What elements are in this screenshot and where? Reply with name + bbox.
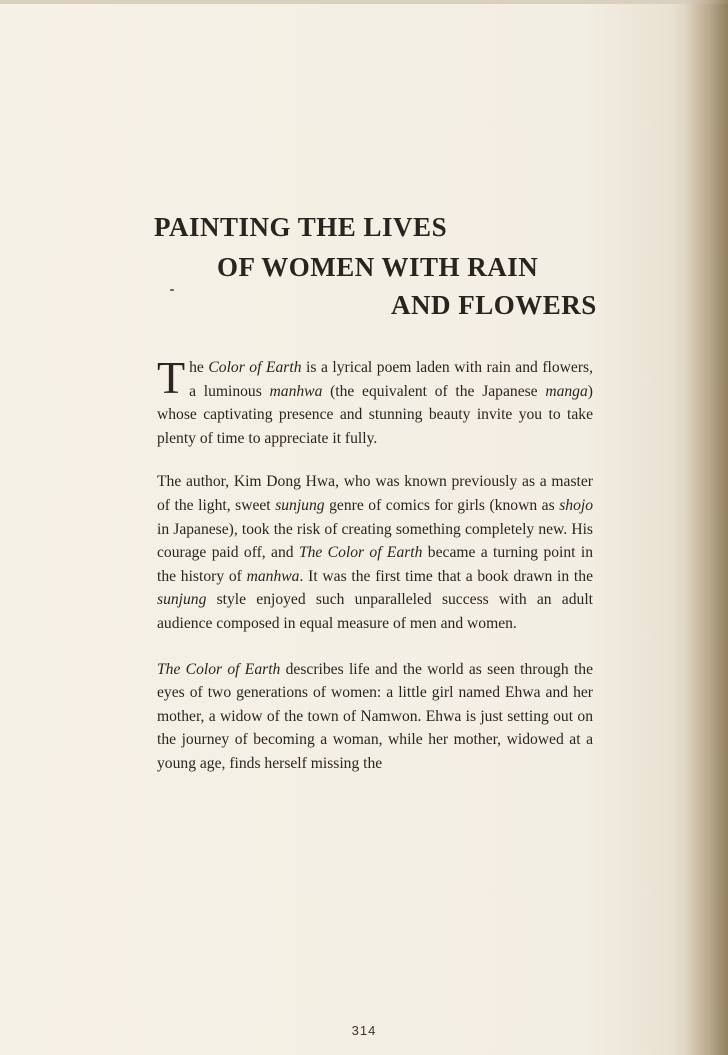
- term-sunjung: sunjung: [275, 496, 325, 514]
- ink-speck: [170, 289, 174, 291]
- term-sunjung: sunjung: [157, 591, 207, 609]
- term-manhwa: manhwa: [269, 382, 323, 400]
- paragraph-2-text: style enjoyed such unparalleled success with an adult audience composed in equal measure of men and women.: [157, 591, 593, 632]
- paragraph-2-text: in Japanese), took the risk of creating something completely new. His courage paid off, and: [157, 520, 593, 562]
- paragraph-2-text: The author, Kim Dong Hwa, who was known previously as a master of the light, sweet: [157, 473, 593, 514]
- term-manhwa: manhwa: [246, 567, 300, 585]
- paragraph-2-text: genre of comics for girls (known as: [324, 496, 560, 514]
- body-text: [157, 352, 594, 798]
- term-shojo: shojo: [559, 496, 593, 514]
- paragraph-3: [157, 658, 593, 776]
- paragraph-2: [157, 470, 593, 635]
- paragraph-1-text: ) whose captivating presence and stunning beauty invite you to take plenty of time to appreciate it fully.: [157, 382, 593, 447]
- chapter-title: [0, 0, 728, 330]
- book-title: The Color of Earth: [157, 660, 281, 678]
- book-title: Color of Earth: [208, 359, 302, 376]
- title-line-2: OF WOMEN WITH RAIN: [217, 252, 539, 282]
- paragraph-2-text: . It was the first time that a book drawn in the: [299, 567, 593, 585]
- paragraph-1-text: is a lyrical poem laden with rain and flowers, a luminous: [189, 359, 594, 400]
- paragraph-1: [157, 352, 594, 450]
- page-number: 314: [351, 1023, 377, 1038]
- term-manga: manga: [545, 382, 588, 400]
- title-line-3: AND FLOWERS: [391, 290, 597, 320]
- paragraph-1-text: (the equivalent of the Japanese: [322, 382, 546, 400]
- book-title: The Color of Earth: [298, 544, 423, 562]
- drop-cap: T: [157, 352, 186, 403]
- paragraph-2-text: became a turning point in the history of: [157, 544, 593, 585]
- paragraph-1-text: he: [189, 359, 209, 376]
- paragraph-3-text: describes life and the world as seen through the eyes of two generations of women: a little girl named Ehwa and her mother, a widow of the town of Namwon. Ehwa is just setting out on the journey of becoming a woman, while her mother, widowed at a young age, finds herself missing the: [157, 660, 593, 772]
- title-line-1: PAINTING THE LIVES: [154, 212, 448, 242]
